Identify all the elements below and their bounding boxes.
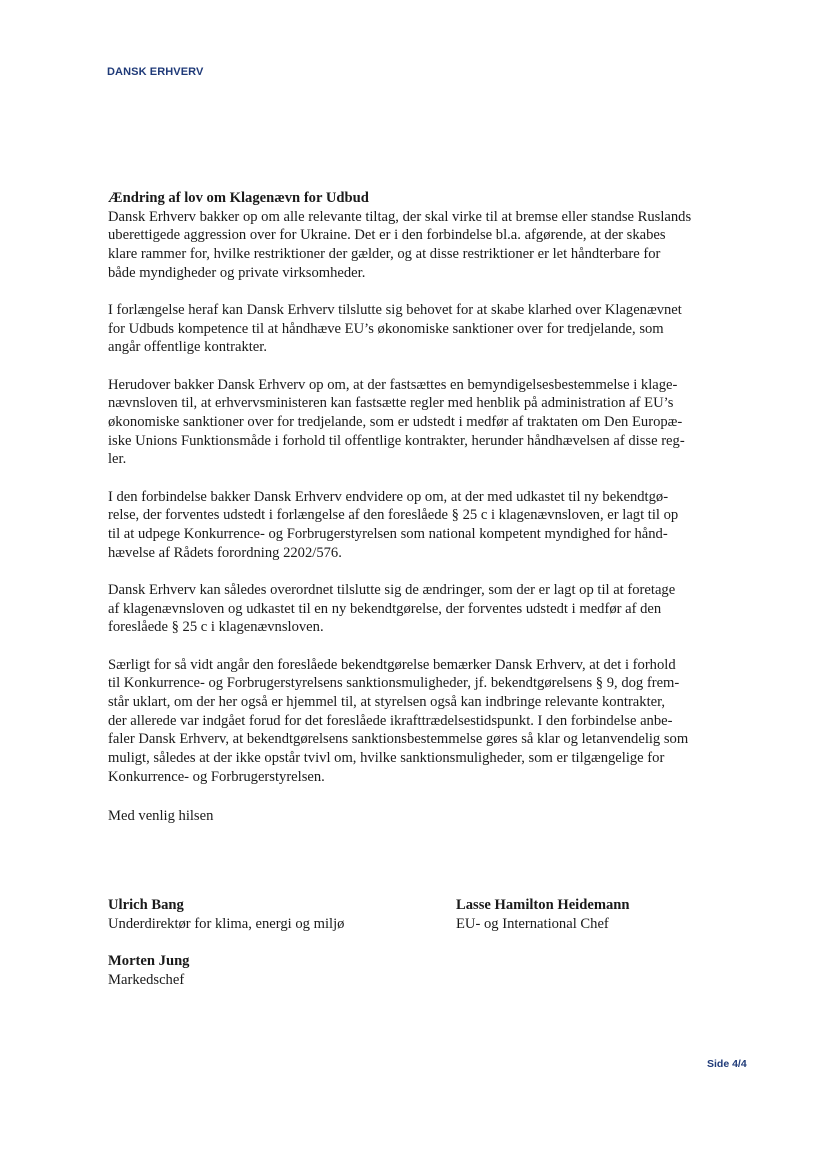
text-line: økonomiske sanktioner over for tredjelande, som er udstedt i medfør af traktaten om Den Europæ- [108, 414, 683, 431]
paragraph-4 [108, 488, 716, 563]
signatory [108, 952, 189, 989]
signatory-name: Lasse Hamilton Heidemann [456, 897, 630, 913]
paragraph-2 [108, 301, 716, 357]
section-heading: Ændring af lov om Klagenævn for Udbud [108, 190, 369, 206]
paragraph-5 [108, 581, 716, 637]
text-line: til at udpege Konkurrence- og Forbrugerstyrelsen som national kompetent myndighed for hånd- [108, 526, 668, 543]
text-line: faler Dansk Erhverv, at bekendtgørelsens sanktionsbestemmelse gøres så klar og letanvendelig som [108, 731, 689, 748]
brand-logo-text: DANSK ERHVERV [107, 66, 204, 78]
text-line: både myndigheder og private virksomheder. [108, 264, 366, 281]
text-line: til Konkurrence- og Forbrugerstyrelsens sanktionsmuligheder, jf. bekendtgørelsens § 9, dog frem- [108, 675, 680, 692]
text-line: iske Unions Funktionsmåde i forhold til offentlige kontrakter, herunder håndhævelsen af disse reg- [108, 432, 685, 449]
text-line: Dansk Erhverv kan således overordnet tilslutte sig de ændringer, som der er lagt op til at foretage [108, 581, 676, 598]
text-line: af klagenævnsloven og udkastet til en ny bekendtgørelse, der forventes udstedt i medfør af den [108, 600, 662, 617]
text-line: klare rammer for, hvilke restriktioner der gælder, og at disse restriktioner er let håndterbare for [108, 246, 661, 263]
text-line: relse, der forventes udstedt i forlængelse af den foreslåede § 25 c i klagenævnsloven, er lagt til op [108, 507, 679, 524]
text-line: står uklart, om der her også er hjemmel til, at styrelsen også kan indbringe relevante kontrakter, [108, 693, 666, 710]
text-line: Konkurrence- og Forbrugerstyrelsen. [108, 768, 325, 785]
text-line: nævnsloven til, at erhvervsministeren kan fastsætte regler med henblik på administration af EU’s [108, 395, 674, 412]
text-line: Særligt for så vidt angår den foreslåede bekendtgørelse bemærker Dansk Erhverv, at det i forhold [108, 656, 676, 673]
text-line: I den forbindelse bakker Dansk Erhverv endvidere op om, at der med udkastet til ny bekendtgø- [108, 488, 669, 505]
paragraph-1 [108, 208, 716, 283]
text-line: uberettigede aggression over for Ukraine. Det er i den forbindelse bl.a. afgørende, at der skabes [108, 227, 666, 244]
closing-greeting: Med venlig hilsen [108, 807, 214, 824]
paragraph-6 [108, 656, 716, 787]
letter-body [108, 189, 716, 826]
text-line: muligt, således at der ikke opstår tvivl om, hvilke sanktionsmuligheder, som er tilgængelige for [108, 750, 665, 767]
text-line: der allerede var indgået forud for det foreslåede ikrafttrædelsestidspunkt. I den forbindelse anbe- [108, 712, 673, 729]
signatory-name: Ulrich Bang [108, 897, 184, 913]
signatory [108, 896, 344, 933]
signatory-title: Markedschef [108, 971, 185, 988]
page-number: Side 4/4 [707, 1058, 747, 1070]
text-line: Dansk Erhverv bakker op om alle relevante tiltag, der skal virke til at bremse eller standse Ruslands [108, 208, 692, 225]
text-line: Herudover bakker Dansk Erhverv op om, at der fastsættes en bemyndigelsesbestemmelse i klage- [108, 376, 678, 393]
text-line: hævelse af Rådets forordning 2202/576. [108, 544, 342, 561]
signatory-name: Morten Jung [108, 953, 190, 969]
text-line: for Udbuds kompetence til at håndhæve EU’s økonomiske sanktioner over for tredjelande, som [108, 320, 664, 337]
text-line: ler. [108, 451, 127, 468]
text-line: angår offentlige kontrakter. [108, 339, 267, 356]
text-line: I forlængelse heraf kan Dansk Erhverv tilslutte sig behovet for at skabe klarhed over Klagenævnet [108, 302, 682, 319]
text-line: foreslåede § 25 c i klagenævnsloven. [108, 619, 324, 636]
signatory-title: Underdirektør for klima, energi og miljø [108, 915, 345, 932]
signatory-title: EU- og International Chef [456, 915, 609, 932]
signatory [456, 896, 630, 933]
paragraph-3 [108, 376, 716, 470]
